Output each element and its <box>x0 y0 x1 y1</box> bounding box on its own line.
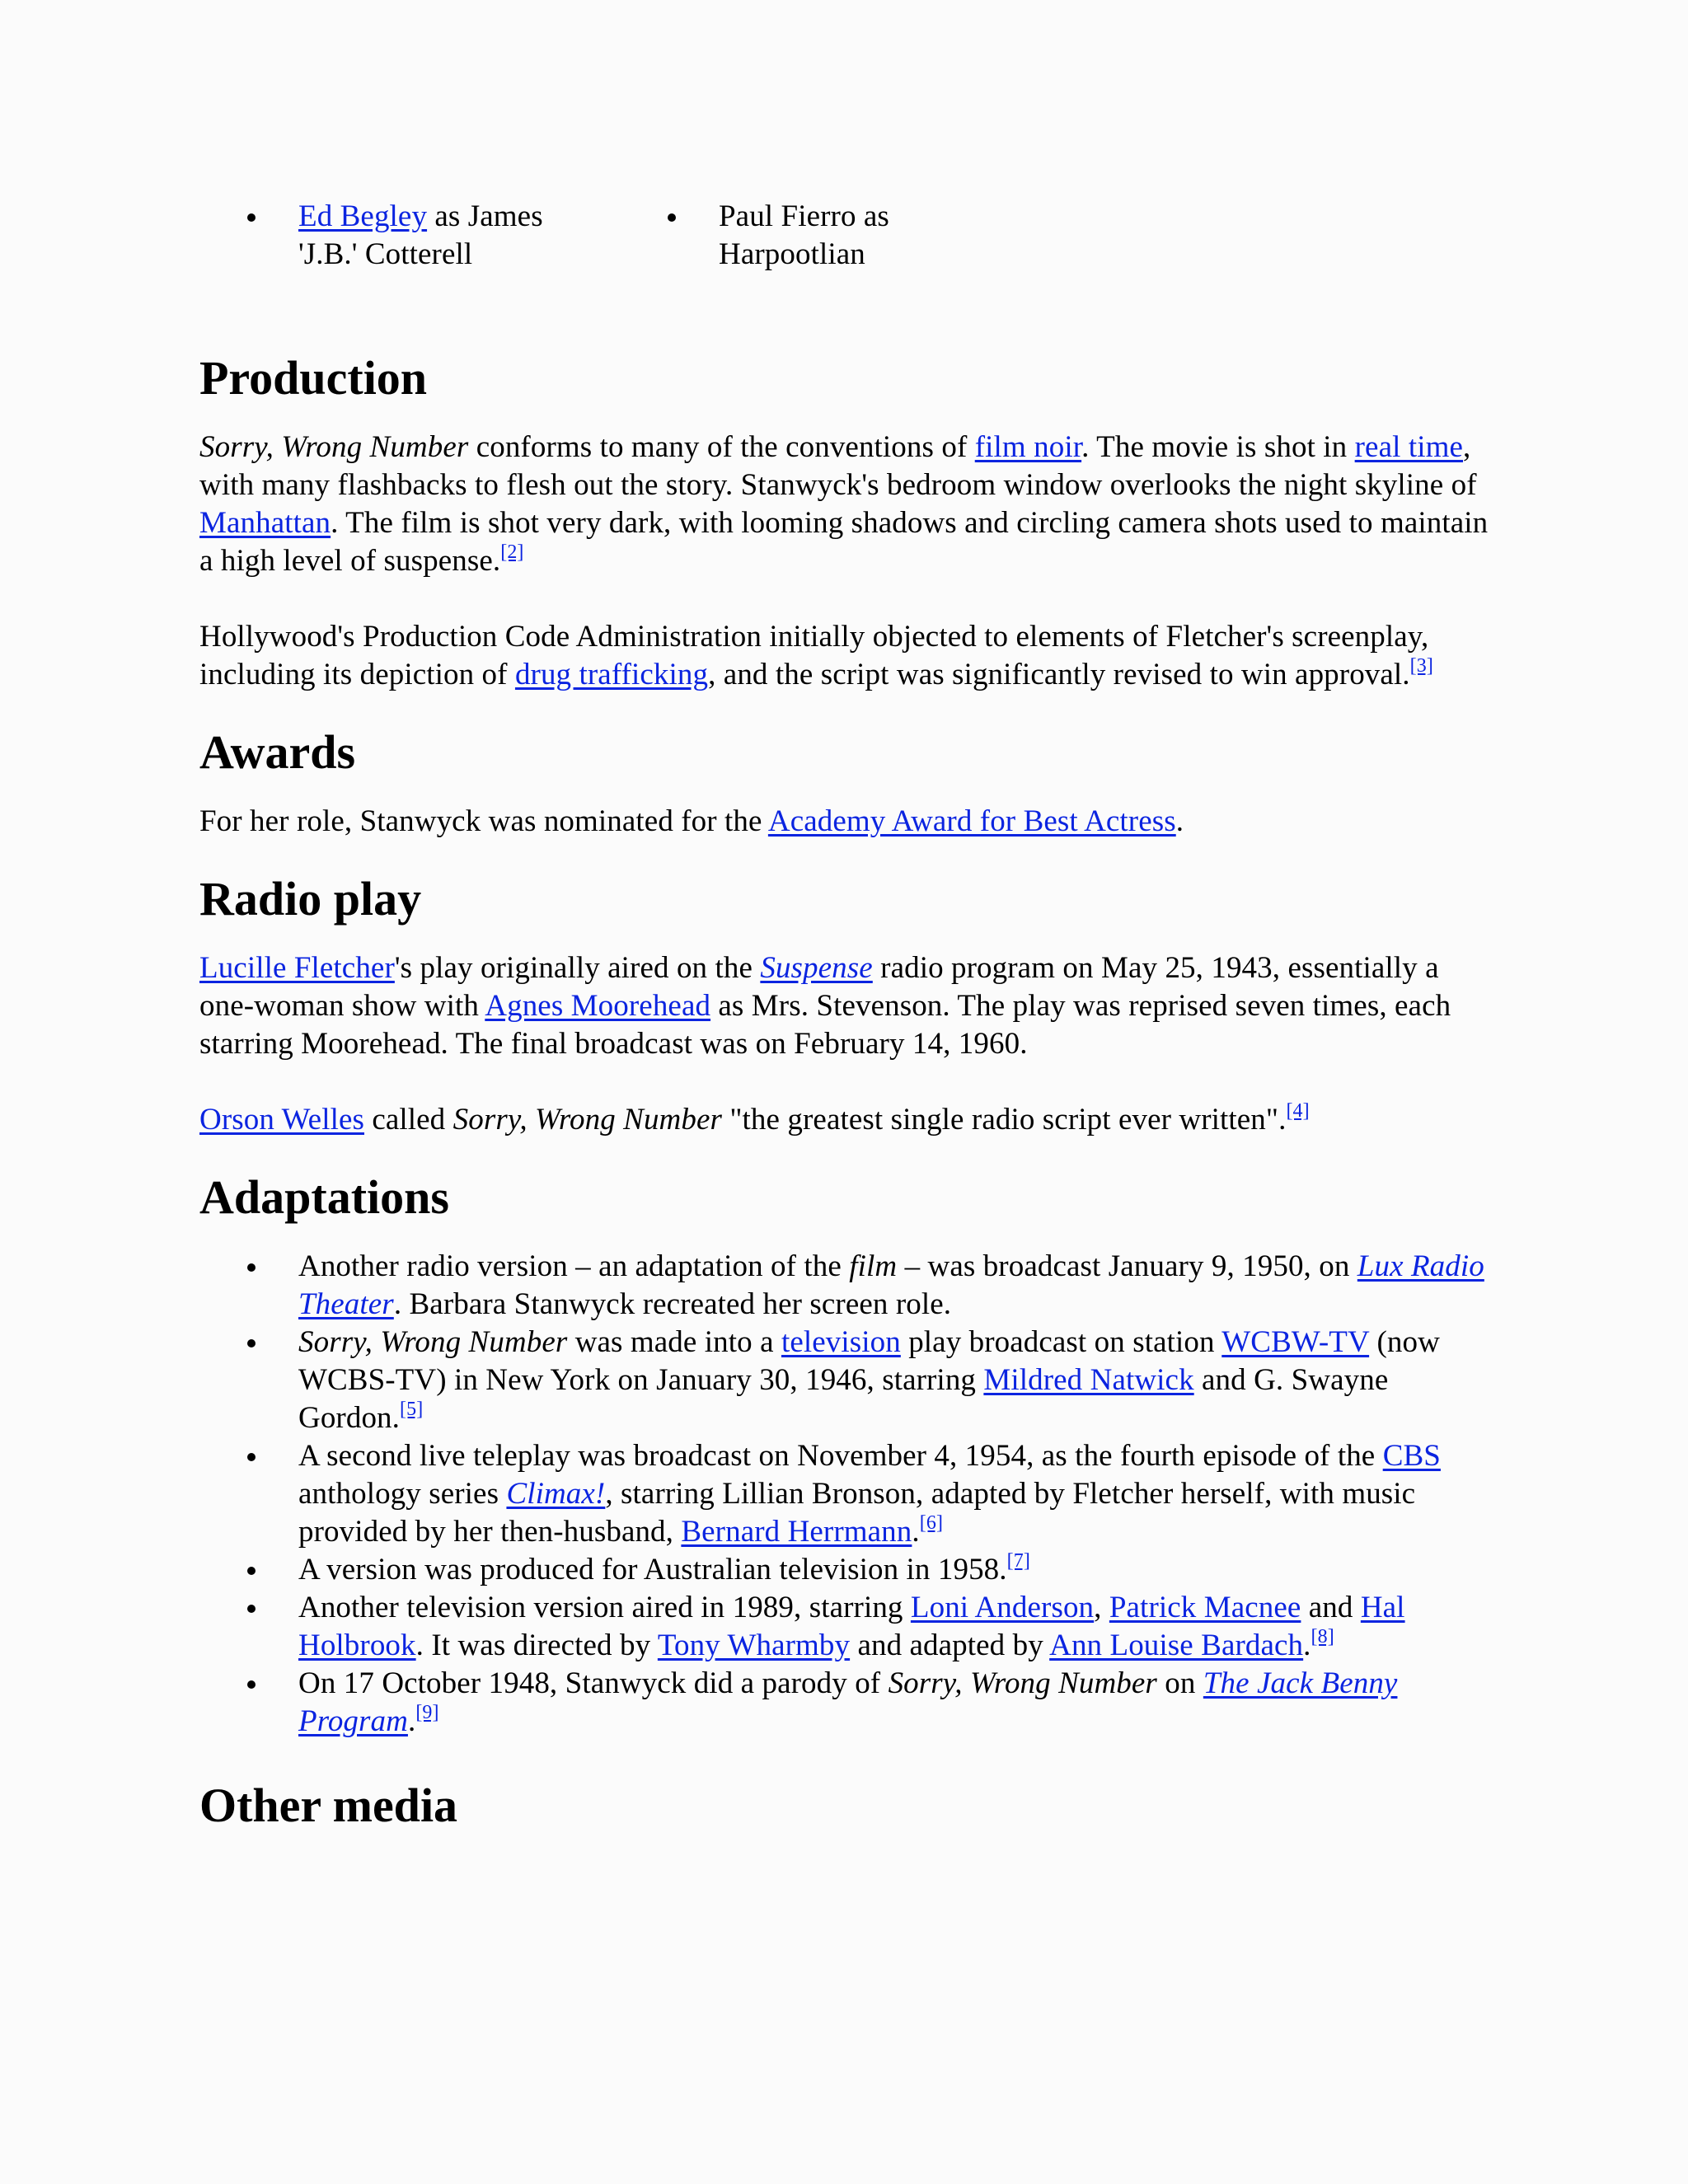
bullet-icon <box>247 1263 256 1272</box>
link-climax[interactable]: Climax! <box>506 1477 606 1511</box>
text-span: A second live teleplay was broadcast on November 4, 1954, as the fourth episode of the <box>298 1439 1383 1473</box>
link-drug-trafficking[interactable]: drug trafficking <box>514 658 709 691</box>
radio-paragraph-2 <box>199 1101 1493 1139</box>
list-item <box>199 1248 1493 1324</box>
link-ed-begley[interactable]: Ed Begley <box>298 199 428 233</box>
section-heading-other-media: Other media <box>199 1779 458 1832</box>
link-suspense[interactable]: Suspense <box>760 951 873 985</box>
link-lux-radio-theater[interactable]: Lux Radio Theater <box>298 1249 1484 1321</box>
film-title: Sorry, Wrong Number <box>452 1103 722 1137</box>
text-span: , and the script was significantly revised to win approval. <box>708 658 1410 691</box>
text-span: radio program on May 25, 1943, essentially a one-woman show with <box>199 951 1439 1023</box>
list-item <box>199 1437 1493 1551</box>
text-span: 's play originally aired on the <box>394 951 761 985</box>
link-ann-louise-bardach[interactable]: Ann Louise Bardach <box>1049 1629 1304 1662</box>
text-span: . The film is shot very dark, with looming shadows and circling camera shots used to maintain a high level of suspense. <box>199 506 1489 578</box>
text-span: and adapted by <box>850 1629 1050 1662</box>
link-real-time[interactable]: real time <box>1354 430 1463 464</box>
text-span: "the greatest single radio script ever written". <box>722 1103 1287 1137</box>
link-orson-welles[interactable]: Orson Welles <box>199 1103 364 1137</box>
list-item <box>199 1665 1493 1741</box>
text-span: play broadcast on station <box>900 1325 1222 1359</box>
bullet-icon <box>247 1453 256 1461</box>
link-cbs[interactable]: CBS <box>1382 1439 1441 1473</box>
text-span: . The movie is shot in <box>1081 430 1355 464</box>
text-span: and <box>1301 1591 1361 1624</box>
link-manhattan[interactable]: Manhattan <box>199 506 331 540</box>
text-span: was made into a <box>567 1325 781 1359</box>
awards-paragraph <box>199 803 1493 841</box>
list-item <box>199 1551 1493 1589</box>
citation-7[interactable]: [7] <box>1006 1550 1030 1572</box>
text-span: , with many flashbacks to flesh out the story. Stanwyck's bedroom window overlooks the night skyline of <box>199 430 1477 502</box>
text-span: . It was directed by <box>415 1629 658 1662</box>
citation-5[interactable]: [5] <box>400 1399 424 1420</box>
citation-8[interactable]: [8] <box>1311 1626 1334 1647</box>
text-span: on <box>1156 1666 1203 1700</box>
link-agnes-moorehead[interactable]: Agnes Moorehead <box>485 989 711 1023</box>
bullet-icon <box>247 213 256 222</box>
link-film-noir[interactable]: film noir <box>974 430 1082 464</box>
text-span: – was broadcast January 9, 1950, on <box>897 1249 1357 1283</box>
link-television[interactable]: television <box>781 1325 901 1359</box>
text-span: . <box>1303 1629 1311 1662</box>
cast-list <box>199 198 1024 288</box>
citation-4[interactable]: [4] <box>1286 1100 1310 1122</box>
bullet-icon <box>247 1680 256 1689</box>
text-span: , starring Lillian Bronson, adapted by Fletcher herself, with music provided by her then-husband, <box>298 1477 1416 1549</box>
text-span: For her role, Stanwyck was nominated for the <box>199 804 768 838</box>
text-span: anthology series <box>298 1477 507 1511</box>
text-span: Hollywood's Production Code Administration initially objected to elements of Fletcher's screenplay, including its depiction of <box>199 620 1429 691</box>
link-lucille-fletcher[interactable]: Lucille Fletcher <box>199 951 395 985</box>
bullet-icon <box>247 1605 256 1613</box>
link-mildred-natwick[interactable]: Mildred Natwick <box>983 1363 1194 1397</box>
adaptations-list <box>199 1248 1493 1741</box>
section-heading-awards: Awards <box>199 725 356 779</box>
radio-paragraph-1 <box>199 949 1493 1063</box>
link-tony-wharmby[interactable]: Tony Wharmby <box>657 1629 851 1662</box>
link-patrick-macnee[interactable]: Patrick Macnee <box>1109 1591 1301 1624</box>
link-wcbw-tv[interactable]: WCBW-TV <box>1221 1325 1370 1359</box>
text-span: . <box>1175 804 1184 838</box>
link-jack-benny-program[interactable]: The Jack Benny Program <box>298 1666 1398 1738</box>
text-span: . Barbara Stanwyck recreated her screen role. <box>393 1287 952 1321</box>
production-paragraph-2 <box>199 618 1493 694</box>
link-hal-holbrook[interactable]: Hal Holbrook <box>298 1591 1405 1662</box>
text-span: , <box>1094 1591 1109 1624</box>
production-paragraph-1 <box>199 429 1493 580</box>
section-heading-radio-play: Radio play <box>199 872 422 926</box>
section-heading-production: Production <box>199 351 428 405</box>
film-title: Sorry, Wrong Number <box>199 430 469 464</box>
text-span: On 17 October 1948, Stanwyck did a parody of <box>298 1666 889 1700</box>
link-academy-award[interactable]: Academy Award for Best Actress <box>767 804 1176 838</box>
bullet-icon <box>247 1339 256 1347</box>
link-bernard-herrmann[interactable]: Bernard Herrmann <box>681 1515 912 1549</box>
bullet-icon <box>247 1567 256 1575</box>
citation-9[interactable]: [9] <box>415 1702 439 1723</box>
section-heading-adaptations: Adaptations <box>199 1170 449 1224</box>
list-item <box>199 1324 1493 1437</box>
text-span: . <box>407 1704 416 1738</box>
text-span: called <box>364 1103 453 1137</box>
film-title: Sorry, Wrong Number <box>888 1666 1157 1700</box>
cast-role: as James 'J.B.' Cotterell <box>298 199 543 271</box>
citation-3[interactable]: [3] <box>1409 655 1433 677</box>
text-span: conforms to many of the conventions of <box>468 430 975 464</box>
citation-2[interactable]: [2] <box>500 541 524 563</box>
cast-role: Paul Fierro as Harpootlian <box>719 199 889 271</box>
text-span: film <box>849 1249 898 1283</box>
citation-6[interactable]: [6] <box>919 1512 944 1534</box>
film-title: Sorry, Wrong Number <box>298 1325 568 1359</box>
text-span: Another radio version – an adaptation of the <box>298 1249 850 1283</box>
link-loni-anderson[interactable]: Loni Anderson <box>910 1591 1095 1624</box>
text-span: . <box>912 1515 920 1549</box>
bullet-icon <box>668 213 676 222</box>
text-span: (now WCBS-TV) in New York on January 30, 1946, starring <box>298 1325 1440 1397</box>
text-span: and G. Swayne Gordon. <box>298 1363 1389 1435</box>
text-span: as Mrs. Stevenson. The play was reprised seven times, each starring Moorehead. The final broadcast was on February 14, 1960. <box>199 989 1451 1061</box>
text-span: A version was produced for Australian television in 1958. <box>298 1553 1007 1586</box>
text-span: Another television version aired in 1989, starring <box>298 1591 911 1624</box>
article-body <box>199 349 1493 1835</box>
list-item <box>199 1589 1493 1665</box>
